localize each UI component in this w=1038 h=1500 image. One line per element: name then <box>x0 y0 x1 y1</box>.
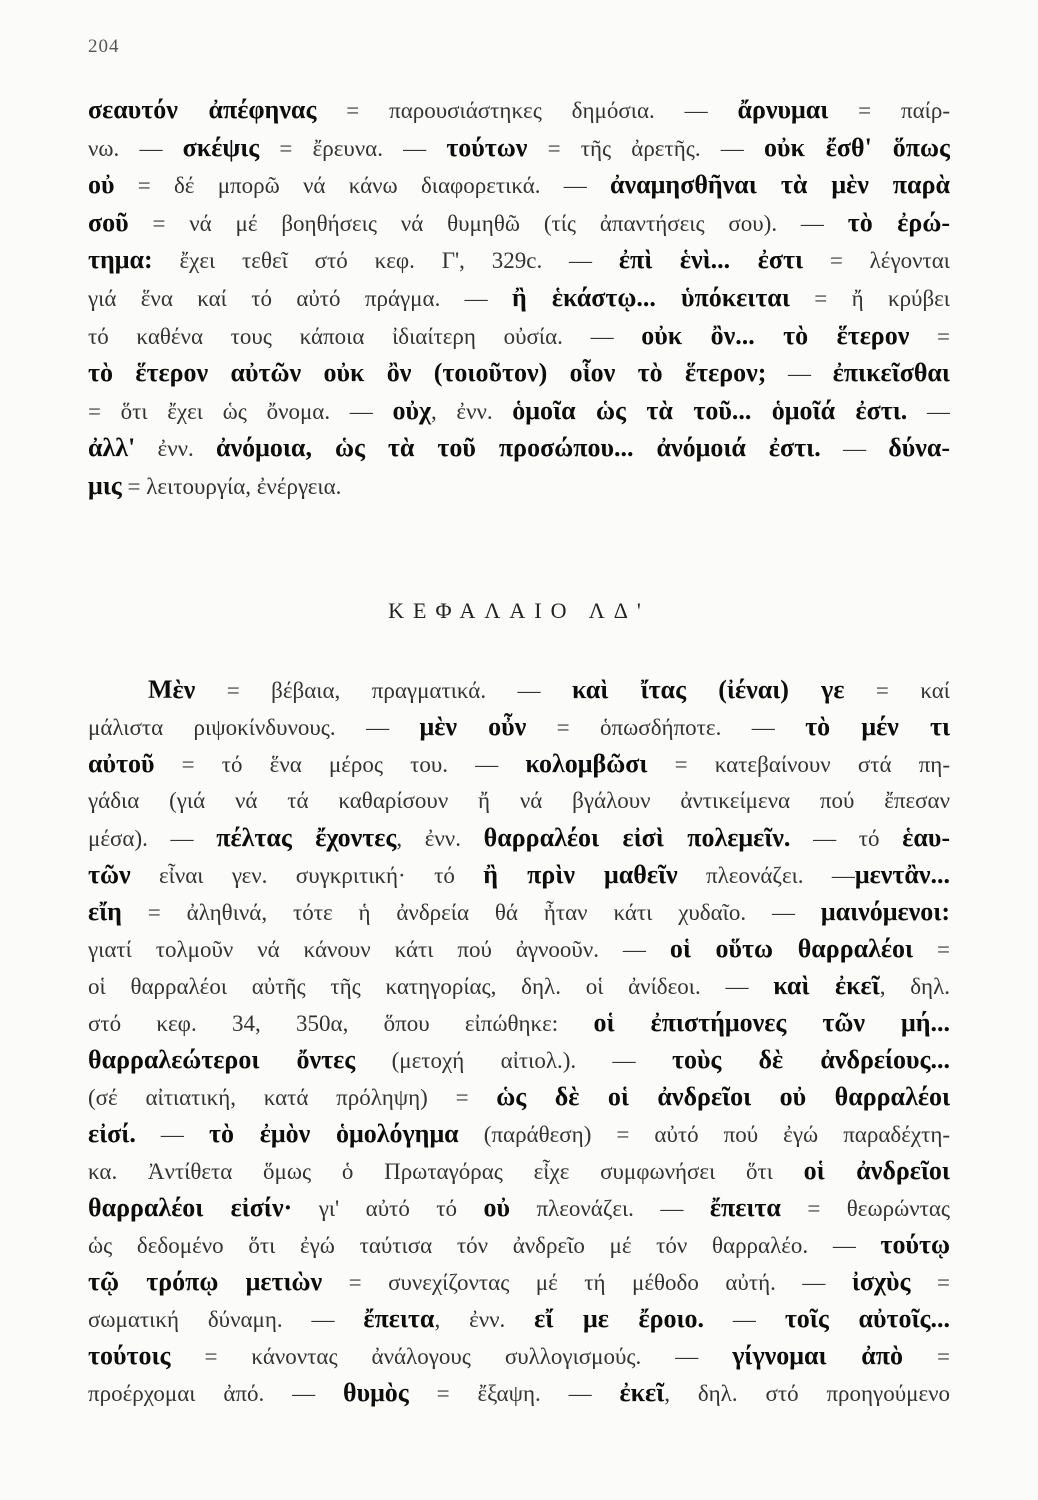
gloss-text: — τό <box>790 826 903 851</box>
greek-term: τῶν <box>88 860 131 889</box>
text-line <box>88 1189 950 1226</box>
greek-term: ἀνόμοια, ὡς τὰ τοῦ προσώπου... ἀνόμοιά ἐστι. <box>216 433 821 463</box>
gloss-text: = καί <box>844 678 950 703</box>
greek-term: θαρραλέοι εἰσίν· <box>88 1193 293 1222</box>
text-line <box>88 819 950 856</box>
text-line <box>88 1226 950 1263</box>
greek-term: τούτοις <box>88 1341 171 1370</box>
gloss-text: σωματική δύναμη. — <box>88 1307 364 1332</box>
gloss-text: πλεονάζει. — <box>677 863 855 888</box>
greek-term: σοῦ <box>88 207 129 237</box>
gloss-text: — <box>704 1307 785 1332</box>
greek-term: εἴ με ἔροιο. <box>534 1304 705 1333</box>
greek-term: οἱ ἀνδρεῖοι <box>803 1156 950 1185</box>
gloss-text: (μετοχή αἰτιολ.). — <box>355 1048 672 1073</box>
greek-term: οὐ <box>88 170 115 200</box>
greek-term: καὶ ἴτας (ἰέναι) γε <box>572 675 845 704</box>
greek-term: πέλτας ἔχοντες <box>216 823 397 852</box>
gloss-text: (παράθεση) = αὐτό πού ἐγώ παραδέχτη- <box>458 1122 950 1147</box>
greek-term: ἀναμησθῆναι τὰ μὲν παρὰ <box>610 170 950 200</box>
greek-term: τὸ ἐρώ- <box>847 207 950 237</box>
greek-term: τὸ ἕτερον αὐτῶν οὐκ ὂν (τοιοῦτον) οἷον τὸ ἕτερον; <box>88 358 767 388</box>
gloss-text: , ἐνν. <box>430 398 513 424</box>
greek-term: καὶ ἐκεῖ <box>773 971 880 1000</box>
gloss-text: , ἐνν. <box>434 1307 535 1332</box>
gloss-text: , ἐνν. <box>396 826 484 851</box>
greek-term: εἴη <box>88 897 122 926</box>
text-line <box>88 1374 950 1411</box>
text-line <box>88 91 950 129</box>
chapter-heading: ΚΕΦΑΛΑΙΟ ΛΔ' <box>388 598 650 623</box>
text-line <box>88 392 950 430</box>
gloss-text: = τῆς ἀρετῆς. — <box>527 135 764 161</box>
gloss-text: = κάνοντας ἀνάλογους συλλογισμούς. — <box>170 1344 733 1369</box>
gloss-text: = <box>910 1270 950 1295</box>
gloss-text: μέσα). — <box>88 826 217 851</box>
gloss-text: — <box>766 361 833 387</box>
gloss-text: = ἀληθινά, τότε ἡ ἀνδρεία θά ἦταν κάτι χυδαῖο. — <box>121 900 821 925</box>
gloss-text: = ἤ κρύβει <box>789 285 950 311</box>
gloss-text: πλεονάζει. — <box>509 1196 710 1221</box>
greek-term: ἀλλ' <box>88 433 136 463</box>
text-line <box>88 204 950 242</box>
gloss-text: τό καθένα τους κάποια ἰδιαίτερη οὐσία. — <box>88 323 642 349</box>
gloss-text: — <box>907 398 950 424</box>
greek-term: ὁμοῖα ὡς τὰ τοῦ... ὁμοῖά ἐστι. <box>512 395 908 425</box>
greek-term: οἱ οὕτω θαρραλέοι <box>669 934 914 963</box>
greek-term: εἰσί. <box>88 1119 136 1148</box>
gloss-text: ἐνν. <box>135 436 216 462</box>
gloss-text: = λέγονται <box>803 248 950 274</box>
gloss-text: γι' αὐτό τό <box>292 1196 484 1221</box>
greek-term: δύνα- <box>888 433 950 463</box>
gloss-text: = θεωρώντας <box>780 1196 950 1221</box>
text-line <box>88 782 950 819</box>
gloss-text: = δέ μπορῶ νά κάνω διαφορετικά. — <box>114 173 611 199</box>
text-line <box>88 708 950 745</box>
text-line <box>88 856 950 893</box>
gloss-text: μάλιστα ριψοκίνδυνους. — <box>88 715 420 740</box>
greek-term: μις <box>88 470 122 500</box>
gloss-text: = <box>913 937 950 962</box>
text-line <box>88 1041 950 1078</box>
gloss-text: = συνεχίζοντας μέ τή μέθοδο αὐτή. — <box>322 1270 852 1295</box>
gloss-text: = ἔρευνα. — <box>259 135 447 161</box>
greek-term: μαινόμενοι: <box>820 897 950 926</box>
gloss-text: , δηλ. <box>879 974 950 999</box>
gloss-text: = ὁπωσδήποτε. — <box>526 715 806 740</box>
text-line <box>88 429 950 467</box>
gloss-text: — <box>135 1122 209 1147</box>
gloss-text: = λειτουργία, ἐνέργεια. <box>121 473 342 499</box>
greek-term: ἄρνυμαι <box>737 95 829 124</box>
text-line <box>88 1152 950 1189</box>
gloss-text: = κατεβαίνουν στά πη- <box>647 752 950 777</box>
text-line <box>88 893 950 930</box>
text-line <box>88 354 950 392</box>
greek-term: ἐπὶ ἑνὶ... ἐστι <box>618 245 804 275</box>
greek-term: τὸ μέν τι <box>805 712 950 741</box>
gloss-text: γάδια (γιά νά τά καθαρίσουν ἤ νά βγάλουν ἀντικείμενα πού ἔπεσαν <box>88 788 950 813</box>
greek-term: οὐκ ἔσθ' ὅπως <box>763 132 950 162</box>
greek-term: ἔπειτα <box>709 1193 781 1222</box>
greek-term: μεντἂν... <box>854 860 950 889</box>
greek-term: τοὺς δὲ ἀνδρείους... <box>671 1045 950 1074</box>
greek-term: οὐχ <box>392 395 431 425</box>
greek-term: ἑαυ- <box>902 823 950 852</box>
greek-term: ἐπικεῖσθαι <box>832 358 950 388</box>
gloss-text: γιατί τολμοῦν νά κάνουν κάτι πού ἀγνοοῦν. — <box>88 937 670 962</box>
greek-term: οὐ <box>483 1193 510 1222</box>
greek-term: τημα: <box>88 245 153 275</box>
greek-term: ἢ πρὶν μαθεῖν <box>483 860 678 889</box>
gloss-text: = νά μέ βοηθήσεις νά θυμηθῶ (τίς ἀπαντήσεις σου). — <box>128 210 848 236</box>
greek-term: τὸ ἐμὸν ὁμολόγημα <box>208 1119 459 1148</box>
gloss-text: , δηλ. στό προηγούμενο <box>664 1381 950 1406</box>
text-line <box>88 129 950 167</box>
gloss-text: προέρχομαι ἀπό. — <box>88 1381 343 1406</box>
gloss-text: = παίρ- <box>828 98 950 123</box>
text-line <box>88 279 950 317</box>
greek-term: οὐκ ὂν... τὸ ἕτερον <box>641 320 910 350</box>
text-line <box>88 1004 950 1041</box>
text-line <box>88 241 950 279</box>
greek-term: τούτων <box>446 132 528 162</box>
greek-term: Μὲν <box>148 675 196 704</box>
text-line <box>88 467 950 505</box>
gloss-text: = βέβαια, πραγματικά. — <box>195 678 573 703</box>
gloss-text: (σέ αἰτιατική, κατά πρόληψη) = <box>88 1085 497 1110</box>
greek-term: γίγνομαι ἀπὸ <box>732 1341 904 1370</box>
text-line <box>88 317 950 355</box>
text-line <box>88 1263 950 1300</box>
gloss-text: κα. Ἀντίθετα ὅμως ὁ Πρωταγόρας εἶχε συμφωνήσει ὅτι <box>88 1159 804 1184</box>
gloss-text: οἱ θαρραλέοι αὐτῆς τῆς κατηγορίας, δηλ. οἱ ἀνίδεοι. — <box>88 974 774 999</box>
gloss-text: ὡς δεδομένο ὅτι ἐγώ ταύτισα τόν ἀνδρεῖο μέ τόν θαρραλέο. — <box>88 1233 881 1258</box>
gloss-text: = <box>909 323 950 349</box>
greek-term: θυμὸς <box>343 1378 409 1407</box>
page-number: 204 <box>88 36 120 57</box>
gloss-text: εἶναι γεν. συγκριτική· τό <box>130 863 484 888</box>
greek-term: ἰσχὺς <box>851 1267 911 1296</box>
greek-term: σκέψις <box>182 132 260 162</box>
gloss-text: = παρουσιάστηκες δημόσια. — <box>316 98 738 123</box>
gloss-text: = ἔξαψη. — <box>408 1381 620 1406</box>
greek-term: ἢ ἑκάστῳ... ὑπόκειται <box>512 282 790 312</box>
greek-term: τούτῳ <box>880 1230 950 1259</box>
greek-term: οἱ ἐπιστήμονες τῶν μή... <box>593 1008 950 1037</box>
gloss-text: νω. — <box>88 135 183 161</box>
greek-term: μὲν οὖν <box>419 712 527 741</box>
text-line <box>88 930 950 967</box>
greek-term: ἐκεῖ <box>619 1378 665 1407</box>
gloss-text: = τό ἕνα μέρος του. — <box>154 752 526 777</box>
greek-term: θαρραλεώτεροι ὄντες <box>88 1045 356 1074</box>
text-line <box>88 745 950 782</box>
greek-term: τῷ τρόπῳ μετιὼν <box>88 1267 323 1296</box>
text-line <box>88 1300 950 1337</box>
greek-term: τοῖς αὐτοῖς... <box>784 1304 950 1333</box>
text-line <box>88 671 950 708</box>
greek-term: σεαυτόν ἀπέφηνας <box>88 95 317 124</box>
greek-term: θαρραλέοι εἰσὶ πολεμεῖν. <box>483 823 791 852</box>
greek-term: αὐτοῦ <box>88 749 155 778</box>
gloss-text: ἔχει τεθεῖ στό κεφ. Γ', 329c. — <box>152 248 619 274</box>
text-line <box>88 1337 950 1374</box>
text-line <box>88 967 950 1004</box>
gloss-text: — <box>820 436 889 462</box>
text-line <box>88 166 950 204</box>
text-line <box>88 1115 950 1152</box>
gloss-text: στό κεφ. 34, 350α, ὅπου εἰπώθηκε: <box>88 1011 594 1036</box>
gloss-text: γιά ἕνα καί τό αὐτό πράγμα. — <box>88 285 513 311</box>
gloss-text: = <box>903 1344 950 1369</box>
commentary-section-2 <box>88 671 950 1411</box>
gloss-text: = ὅτι ἔχει ὡς ὄνομα. — <box>88 398 393 424</box>
greek-term: ἔπειτα <box>363 1304 435 1333</box>
text-line <box>88 1078 950 1115</box>
greek-term: ὡς δὲ οἱ ἀνδρεῖοι οὐ θαρραλέοι <box>496 1082 950 1111</box>
greek-term: κολομβῶσι <box>525 749 648 778</box>
commentary-section-1 <box>88 91 950 505</box>
